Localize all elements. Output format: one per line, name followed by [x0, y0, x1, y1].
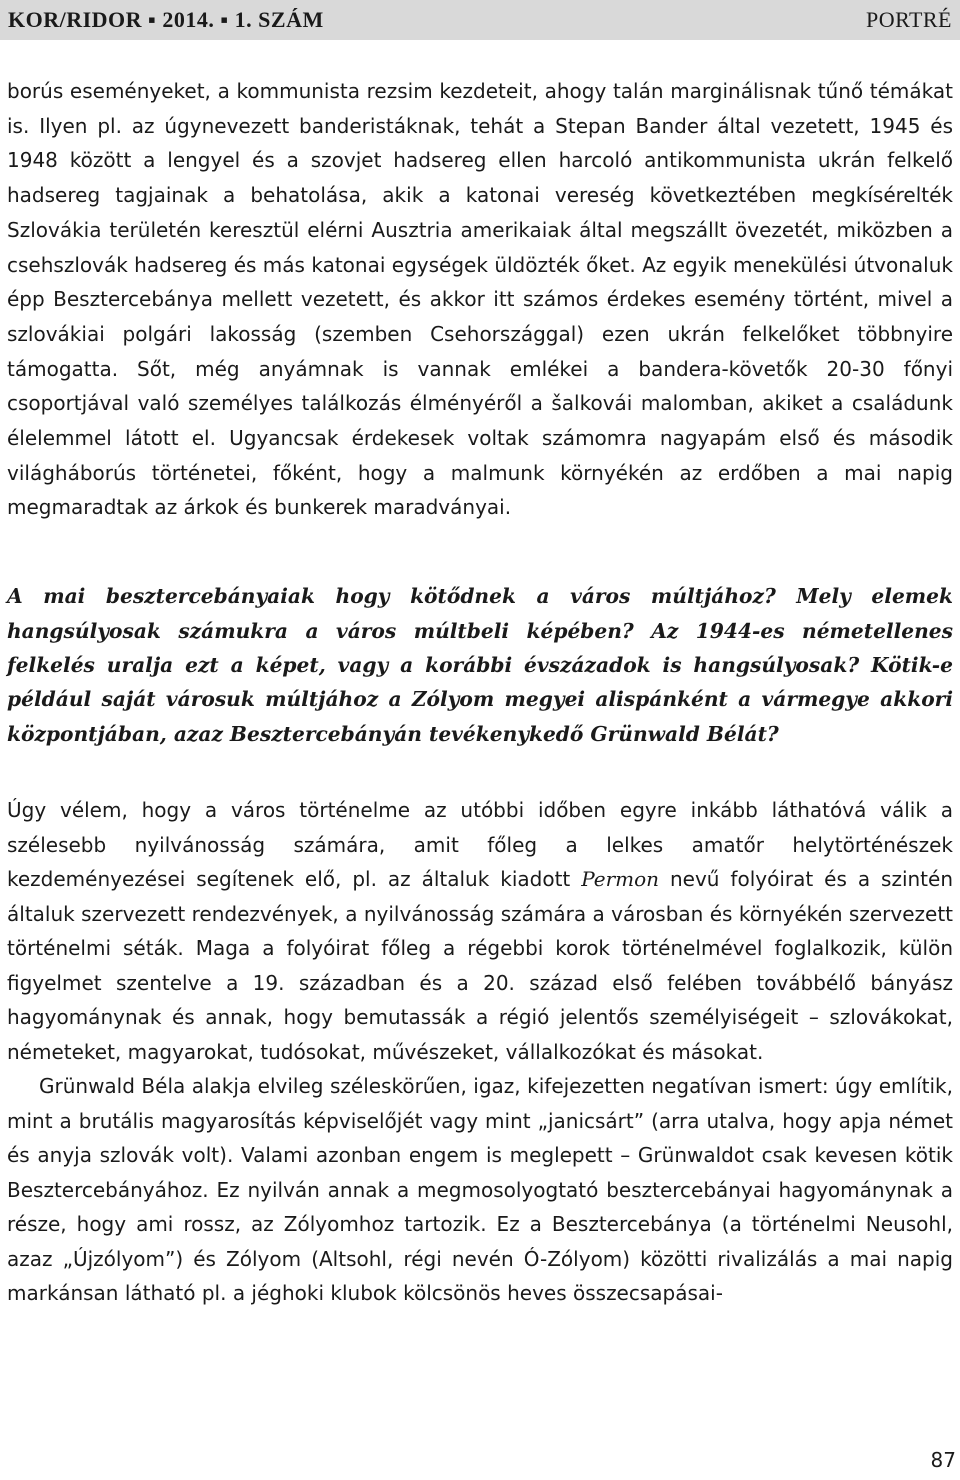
answer-1-text-b: nevű folyóirat és a szintén általuk szervezett rendezvények, a nyilvánosság számára a városban és környékén szervezett történelmi séták. Maga a folyóirat főleg a régebbi korok történelmével foglalkozik, külön figyelmet szentelve a 19. században és a 20. század első felében továbbélő bányász hagyománynak és annak, hogy bemutassák a régió jelentős személyiségeit – szlovákokat, németeket, magyarokat, tudósokat, művészeket, vállalkozókat és másokat.: [7, 867, 953, 1064]
article-body: [7, 74, 953, 1311]
paragraph-1: borús eseményeket, a kommunista rezsim kezdeteit, ahogy talán marginálisnak tűnő témákat is. Ilyen pl. az úgynevezett banderistáknak, tehát a Stepan Bander által vezetett, 1945 és 1948 között a lengyel és a szovjet hadsereg ellen harcoló antikommunista ukrán felkelő hadsereg tagjainak a behatolása, akik a katonai vereség következtében megkísérelték Szlovákia területén keresztül elérni Ausztria amerikaiak által megszállt övezetét, miközben a csehszlovák hadsereg és más katonai egységek üldözték őket. Az egyik menekülési útvonaluk épp Besztercebánya mellett vezetett, és akkor itt számos érdekes esemény történt, mivel a szlovákiai polgári lakosság (szemben Csehországgal) ezen ukrán felkelőket többnyire támogatta. Sőt, még anyámnak is vannak emlékei a bandera-követők 20-30 főnyi csoportjával való személyes találkozás élményéről a šalkovái malomban, akiket a családunk élelemmel látott el. Ugyancsak érdekesek voltak számomra nagyapám első és második világháborús történetei, főként, hogy a malmunk környékén az erdőben a mai napig megmaradtak az árkok és bunkerek maradványai.: [7, 79, 953, 520]
running-header: [0, 0, 960, 40]
answer-1-text-a: Úgy vélem, hogy a város történelme az utóbbi időben egyre inkább láthatóvá válik a szélesebb nyilvánosság számára, amit főleg a lelkes amatőr helytörténészek kezdeményezései segítenek elő, pl. az általuk kiadott: [7, 798, 953, 892]
journal-title: KOR/RIDOR ▪ 2014. ▪ 1. SZÁM: [8, 7, 324, 32]
answer-paragraph-2: Grünwald Béla alakja elvileg széleskörűen, igaz, kifejezetten negatívan ismert: úgy említik, mint a brutális magyarosítás képviselőjét vagy mint „janicsárt” (arra utalva, hogy apja német és anyja szlovák volt). Valami azonban engem is meglepett – Grünwaldot csak kevesen kötik Besztercebányához. Ez nyilván annak a megmosolyogtató besztercebányai hagyománynak a része, hogy ami rossz, az Zólyomhoz tartozik. Ez a Besztercebánya (a történelmi Neusohl, azaz „Újzólyom”) és Zólyom (Altsohl, régi nevén Ó-Zólyom) közötti rivalizálás a mai napig markánsan látható pl. a jéghoki klubok kölcsönös heves összecsapásai-: [7, 1074, 953, 1306]
section-title: PORTRÉ: [865, 7, 952, 32]
journal-name-permon: Permon: [581, 867, 660, 892]
page-number: 87: [930, 1448, 956, 1472]
interview-question: A mai besztercebányaiak hogy kötődnek a város múltjához? Mely elemek hangsúlyosak számukra a város múltbeli képében? Az 1944-es németellenes felkelés uralja ezt a képet, vagy a korábbi évszázadok is hangsúlyosak? Kötik-e például saját városuk múltjához a Zólyom megyei alispánként a vármegye akkori központjában, azaz Besztercebányán tevékenykedő Grünwald Bélát?: [7, 584, 953, 746]
answer-paragraph-1: [7, 793, 953, 1069]
